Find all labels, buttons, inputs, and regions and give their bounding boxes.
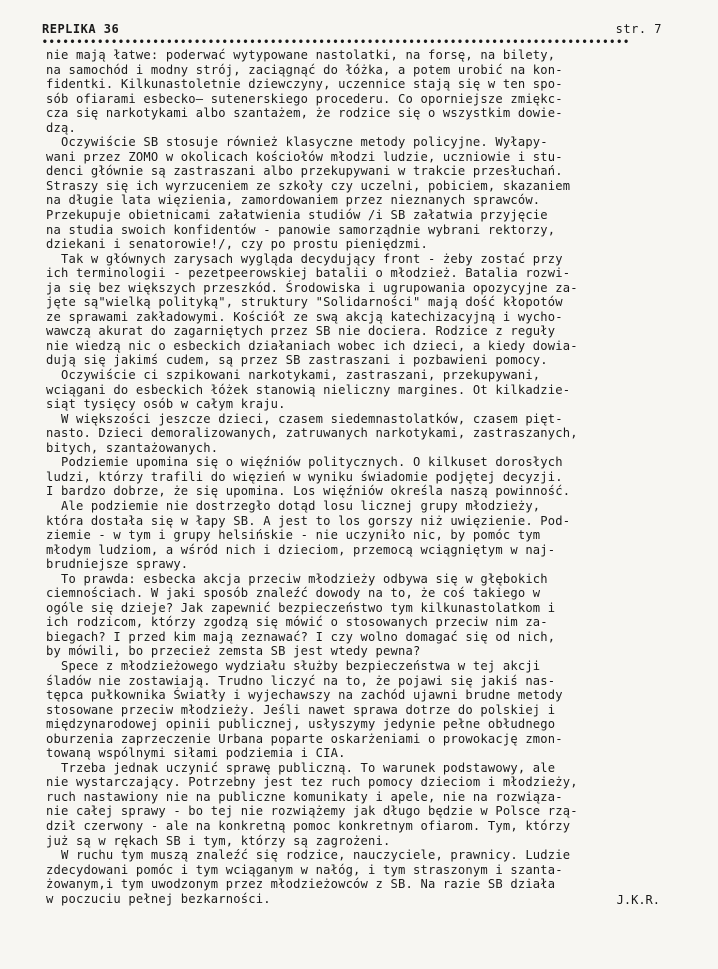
text-line: ludzi, którzy trafili do więzień w wyniku świadomie podjętej decyzji. [46, 469, 563, 484]
text-line: wawczą akurat do zagarniętych przez SB nie dociera. Rodzice z reguły [46, 324, 556, 339]
text-line: Ale podziemie nie dostrzegło dotąd losu licznej grupy młodzieży, [46, 498, 541, 513]
text-line: ze sprawami zakładowymi. Kościół ze swą akcją katechizacyjną i wycho- [46, 309, 563, 324]
text-line: bitych, szantażowanych. [46, 440, 219, 455]
text-line: ja się bez większych przeszkód. Środowiska i ugrupowania opozycyjne za- [46, 280, 578, 295]
text-line: ogóle się dzieje? Jak zapewnić bezpieczeństwo tym kilkunastolatkom i [46, 600, 556, 615]
text-line: nie całej sprawy - bo tej nie rozwiążemy jak długo będzie w Polsce rzą- [46, 804, 578, 819]
article-body [46, 48, 662, 906]
text-line: która dostała się w łapy SB. A jest to los gorszy niż uwięzienie. Pod- [46, 513, 571, 528]
text-line: W ruchu tym muszą znaleźć się rodzice, nauczyciele, prawnicy. Ludzie [46, 848, 571, 863]
text-line: ruch nastawiony nie na publiczne komunikaty i apele, nie na rozwiąza- [46, 789, 563, 804]
text-line: Trzeba jednak uczynić sprawę publiczną. To warunek podstawowy, ale [46, 760, 556, 775]
text-line: To prawda: esbecka akcja przeciw młodzieży odbywa się w głębokich [46, 571, 548, 586]
text-line: Spece z młodzieżowego wydziału służby bezpieczeństwa w tej akcji [46, 658, 541, 673]
text-line: fidentki. Kilkunastoletnie dziewczyny, uczennice stają się w ten spo- [46, 77, 563, 92]
text-line: Oczywiście ci szpikowani narkotykami, zastraszani, przekupywani, [46, 368, 541, 383]
text-line: Straszy się ich wyrzuceniem ze szkoły czy uczelni, pobiciem, skazaniem [46, 178, 571, 193]
text-line: jęte są"wielką polityką", struktury "Solidarności" mają dość kłopotów [46, 295, 563, 310]
text-line: ciemnościach. W jaki sposób znaleźć dowody na to, że coś takiego w [46, 586, 541, 601]
page-header [42, 22, 662, 36]
text-line: sób ofiarami esbecko— sutenerskiego procederu. Co oporniejsze zmiękc- [46, 91, 563, 106]
text-line: cza się narkotykami albo szantażem, że rodzice się o wszystkim dowie- [46, 106, 563, 121]
text-line: siąt tysięcy osób w całym kraju. [46, 397, 286, 412]
text-line: Oczywiście SB stosuje również klasyczne metody policyjne. Wyłapy- [46, 135, 548, 150]
text-line: brudniejsze sprawy. [46, 557, 189, 572]
text-line: oburzenia zaprzeczenie Urbana poparte oskarżeniami o prowokację zmon- [46, 731, 563, 746]
text-line: nie mają łatwe: poderwać wytypowane nastolatki, na forsę, na bilety, [46, 48, 556, 62]
text-line: wani przez ZOMO w okolicach kościołów młodzi ludzie, uczniowie i stu- [46, 149, 563, 164]
text-line: by mówili, bo przecież zemsta SB jest wtedy pewna? [46, 644, 421, 659]
text-line: żowanym,i tym uwodzonym przez młodzieżowców z SB. Na razie SB działa [46, 877, 556, 892]
text-line: w poczuciu pełnej bezkarności. [46, 891, 271, 906]
text-line: wciągani do esbeckich łóżek stanowią nieliczny margines. Ot kilkadzie- [46, 382, 571, 397]
text-line: ziemie - w tym i grupy helsińskie - nie uczyniło nic, by pomóc tym [46, 528, 541, 543]
text-line: nasto. Dzieci demoralizowanych, zatruwanych narkotykami, zastraszanych, [46, 426, 578, 441]
text-line: dził czerwony - ale na konkretną pomoc konkretnym ofiarom. Tym, którzy [46, 818, 571, 833]
text-line: biegach? I przed kim mają zeznawać? I czy wolno domagać się od nich, [46, 629, 556, 644]
publication-title: REPLIKA 36 [42, 22, 120, 36]
page-number: str. 7 [615, 22, 662, 36]
text-line: Podziemie upomina się o więźniów politycznych. O kilkuset dorosłych [46, 455, 563, 470]
text-line: Przekupuje obietnicami załatwienia studiów /i SB załatwia przyjęcie [46, 208, 548, 223]
text-line: tępca pułkownika Światły i wyjechawszy na zachód ujawni brudne metody [46, 688, 563, 703]
text-line: ich rodzicom, którzy zgodzą się mówić o stosowanych przeciw nim za- [46, 615, 548, 630]
text-line: I bardzo dobrze, że się upomina. Los więźniów określa naszą powinność. [46, 484, 571, 499]
text-line: już są w rękach SB i tym, którzy są zagrożeni. [46, 833, 391, 848]
text-line: na długie lata więzienia, zamordowaniem przez nieznanych sprawców. [46, 193, 541, 208]
text-line: W większości jeszcze dzieci, czasem siedemnastolatków, czasem pięt- [46, 411, 563, 426]
text-line: międzynarodowej opinii publicznej, usłyszymy jedynie pełne obłudnego [46, 717, 556, 732]
text-line: zdecydowani pomóc i tym wciąganym w nałóg, i tym straszonym i szanta- [46, 862, 563, 877]
text-line: młodym ludziom, a wśród nich i dzieciom, przemocą wciągniętym w naj- [46, 542, 556, 557]
text-line: nie wystarczający. Potrzebny jest tez ruch pomocy dzieciom i młodzieży, [46, 775, 578, 790]
text-line: dzą. [46, 120, 76, 135]
author-signature: J.K.R. [616, 893, 660, 908]
dotted-rule: ••••••••••••••••••••••••••••••••••••••••••••••••••••••••••••••••••••••••••••••••••••• [42, 37, 631, 48]
text-line: śladów nie zostawiają. Trudno liczyć na to, że pojawi się jakiś nas- [46, 673, 556, 688]
text-line: na samochód i modny strój, zaciągnąć do łóżka, a potem urobić na kon- [46, 62, 563, 77]
text-line: nie wiedzą nic o esbeckich działaniach wobec ich dzieci, a kiedy dowia- [46, 338, 578, 353]
text-line: Tak w głównych zarysach wygląda decydujący front - żeby zostać przy [46, 251, 563, 266]
text-line: ich terminologii - pezetpeerowskiej batalii o młodzież. Batalia rozwi- [46, 266, 571, 281]
text-line: dują się jakimś cudem, są przez SB zastraszani i pozbawieni pomocy. [46, 353, 548, 368]
text-line: na studia swoich konfidentów - panowie samorządnie wybrani rektorzy, [46, 222, 556, 237]
text-line: stosowane przeciw młodzieży. Jeśli nawet sprawa dotrze do polskiej i [46, 702, 556, 717]
text-line: towaną wspólnymi siłami podziemia i CIA. [46, 746, 346, 761]
text-line: dziekani i senatorowie!/, czy po prostu pieniędzmi. [46, 237, 428, 252]
text-line: denci głównie są zastraszani albo przekupywani w trakcie przesłuchań. [46, 164, 563, 179]
